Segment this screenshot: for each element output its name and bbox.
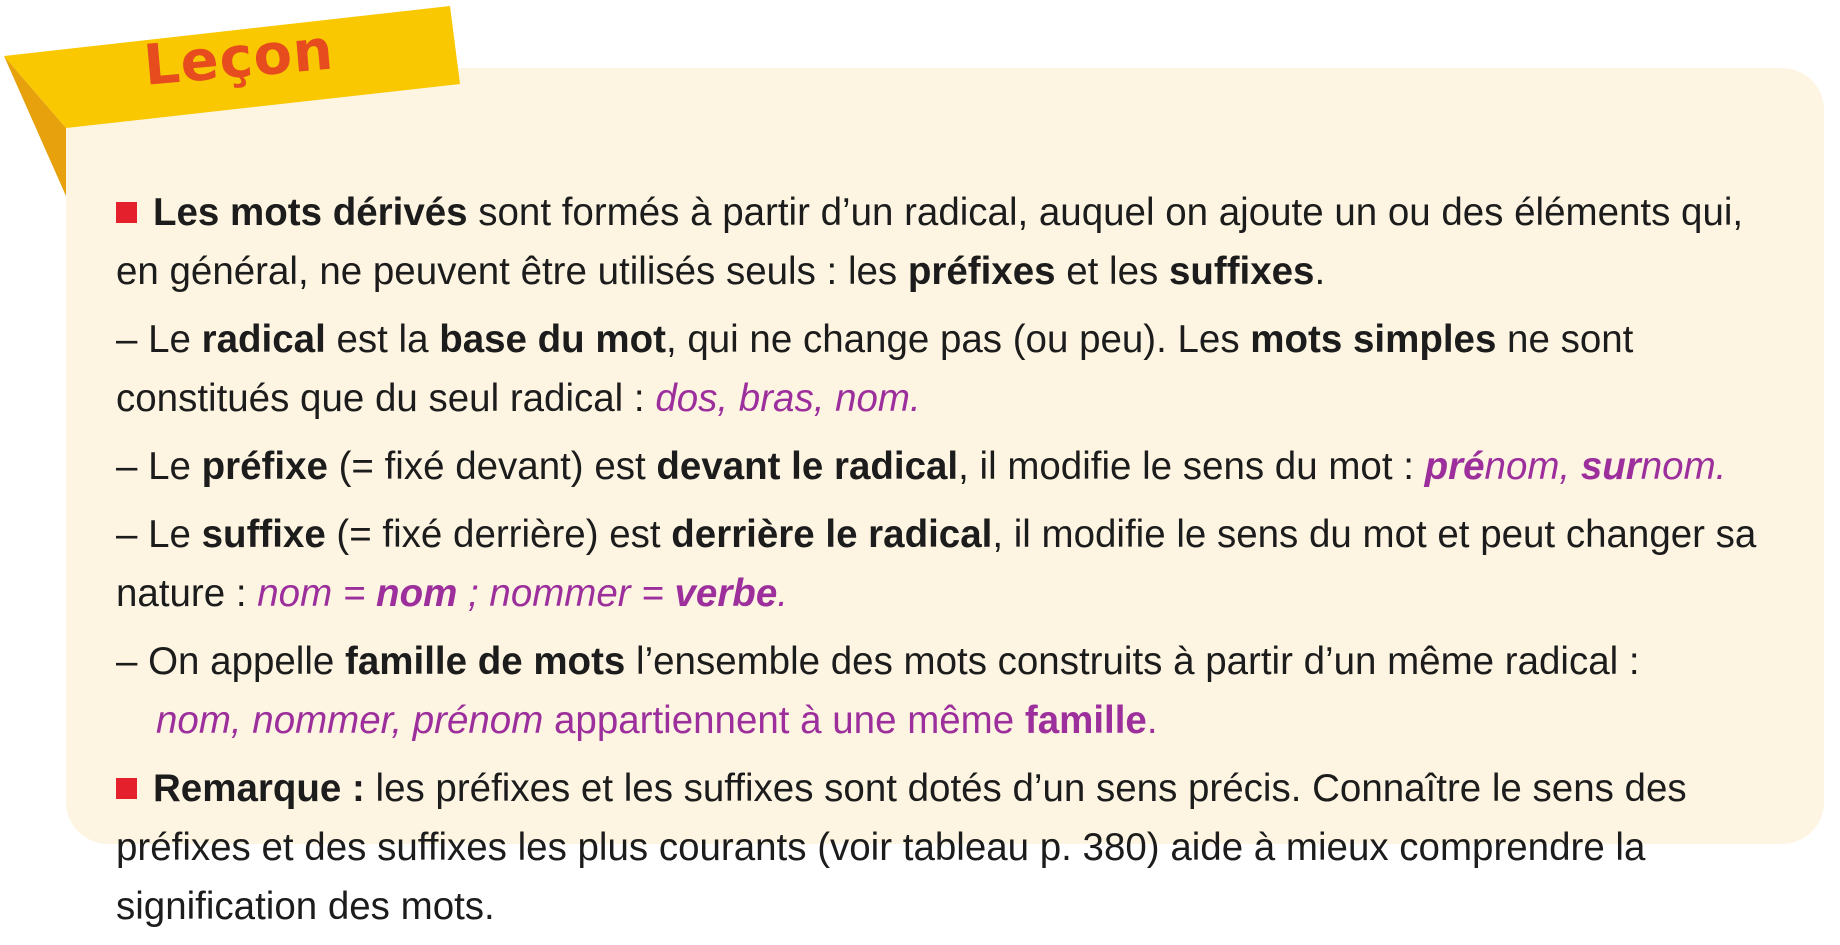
square-bullet-icon — [116, 778, 137, 799]
text-segment: ne sont constitués que du seul radical : — [116, 318, 1634, 420]
term-remark: Remarque : — [153, 767, 365, 810]
paragraph-prefix — [116, 437, 1782, 496]
example-simple-words: dos, bras, nom. — [655, 377, 921, 420]
example-segment: . — [1146, 699, 1158, 742]
text-segment: – Le — [116, 445, 202, 488]
example-segment: appartiennent à une même — [543, 699, 1025, 742]
square-bullet-icon — [116, 202, 137, 223]
paragraph-remark — [116, 759, 1782, 936]
example-prefix-highlight: pré — [1424, 445, 1485, 488]
text-segment: , il modifie le sens du mot : — [958, 445, 1425, 488]
text-segment: les préfixes et les suffixes sont dotés d’un sens précis. Connaître le sens des préfixes et des suffixes les plus courants (voir tableau p. 380) aide à mieux comprendre la signification des mots. — [116, 767, 1687, 928]
term-word-base: base du mot — [439, 318, 666, 361]
text-segment: (= fixé devant) est — [327, 445, 657, 488]
text-segment: , qui ne change pas (ou peu). Les — [665, 318, 1251, 361]
term-radical: radical — [201, 318, 326, 361]
text-segment: – Le — [116, 318, 202, 361]
term-before-radical: devant le radical — [656, 445, 959, 488]
paragraph-radical — [116, 310, 1782, 428]
text-segment: – On appelle — [116, 640, 346, 683]
text-segment: et les — [1055, 250, 1169, 293]
example-segment: nom, — [1484, 445, 1581, 488]
term-suffix: suffixe — [201, 513, 326, 556]
example-segment: . — [777, 572, 788, 615]
term-prefixes: préfixes — [907, 250, 1056, 293]
example-suffix-highlight: verbe — [674, 572, 778, 615]
text-segment: . — [1314, 250, 1326, 293]
term-word-family: famille de mots — [345, 640, 626, 683]
paragraph-word-family — [116, 632, 1782, 750]
term-prefix: préfixe — [201, 445, 328, 488]
text-segment: (= fixé derrière) est — [325, 513, 672, 556]
term-derived-words: Les mots dérivés — [153, 191, 468, 234]
term-suffixes: suffixes — [1168, 250, 1315, 293]
text-segment: – Le — [116, 513, 202, 556]
example-family-words: nom, nommer, prénom — [156, 699, 544, 742]
text-segment: l’ensemble des mots construits à partir d’un même radical : — [625, 640, 1640, 683]
example-suffix-highlight: nom — [376, 572, 458, 615]
text-segment: , il modifie le sens du mot et peut changer sa nature : — [116, 513, 1757, 615]
example-word-family — [116, 699, 1158, 742]
lesson-title: Leçon — [141, 17, 337, 99]
example-segment: ; nommer = — [457, 572, 675, 615]
term-simple-words: mots simples — [1250, 318, 1497, 361]
example-suffix-words — [257, 572, 788, 615]
example-family-highlight: famille — [1024, 699, 1147, 742]
term-after-radical: derrière le radical — [671, 513, 993, 556]
paragraph-suffix — [116, 505, 1782, 623]
lesson-content — [116, 183, 1782, 945]
paragraph-derived-words — [116, 183, 1782, 301]
example-prefix-highlight: sur — [1580, 445, 1641, 488]
example-segment: nom. — [1640, 445, 1727, 488]
text-segment: sont formés à partir d’un radical, auquel on ajoute un ou des éléments qui, en général, ne peuvent être utilisés seuls : les — [116, 191, 1744, 293]
example-prefix-words — [1425, 445, 1727, 488]
example-segment: nom = — [257, 572, 377, 615]
text-segment: est la — [325, 318, 440, 361]
